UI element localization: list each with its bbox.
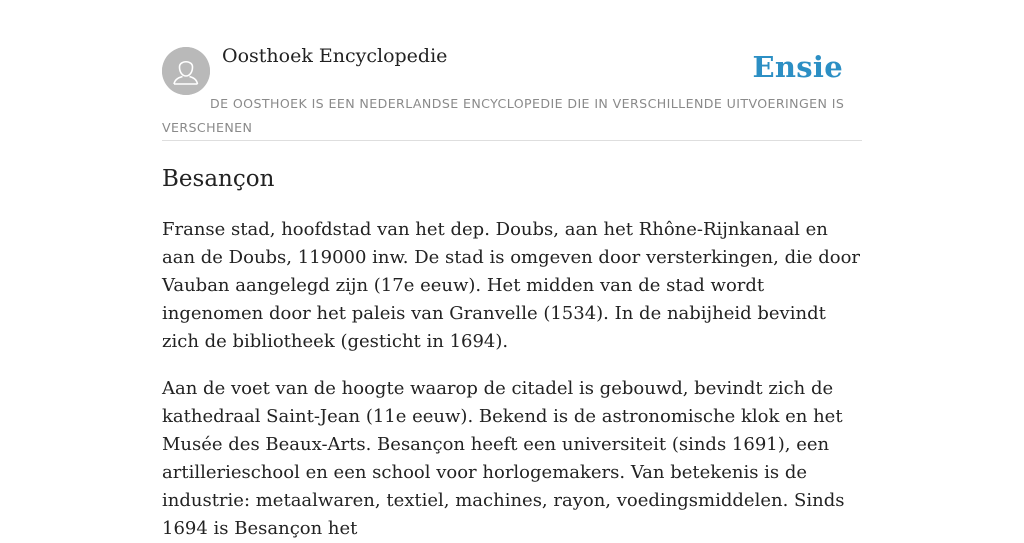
brand-logo[interactable]: Ensie xyxy=(752,50,843,84)
source-description: DE OOSTHOEK IS EEN NEDERLANDSE ENCYCLOPEDIE DIE IN VERSCHILLENDE UITVOERINGEN IS VERSCHENEN xyxy=(162,96,845,135)
user-avatar-icon[interactable] xyxy=(162,47,210,95)
article-paragraph: Aan de voet van de hoogte waarop de citadel is gebouwd, bevindt zich de kathedraal Saint-Jean (11e eeuw). Bekend is de astronomische klok en het Musée des Beaux-Arts. Besançon heeft een universiteit (sinds 1691), een artillerieschool en een school voor horlogemakers. Van betekenis is de industrie: metaalwaren, textiel, machines, rayon, voedingsmiddelen. Sinds 1694 is Besançon het xyxy=(162,378,845,539)
article-paragraph: Franse stad, hoofdstad van het dep. Doubs, aan het Rhône-Rijnkanaal en aan de Doubs, 119000 inw. De stad is omgeven door versterkingen, die door Vauban aangelegd zijn (17e eeuw). Het midden van de stad wordt ingenomen door het paleis van Granvelle (1534). In de nabijheid bevindt zich de bibliotheek (gesticht in 1694). xyxy=(162,219,861,352)
article xyxy=(162,160,862,543)
source-name-link[interactable]: Oosthoek Encyclopedie xyxy=(222,45,448,67)
article-title: Besançon xyxy=(162,166,275,192)
source-header xyxy=(162,40,862,141)
